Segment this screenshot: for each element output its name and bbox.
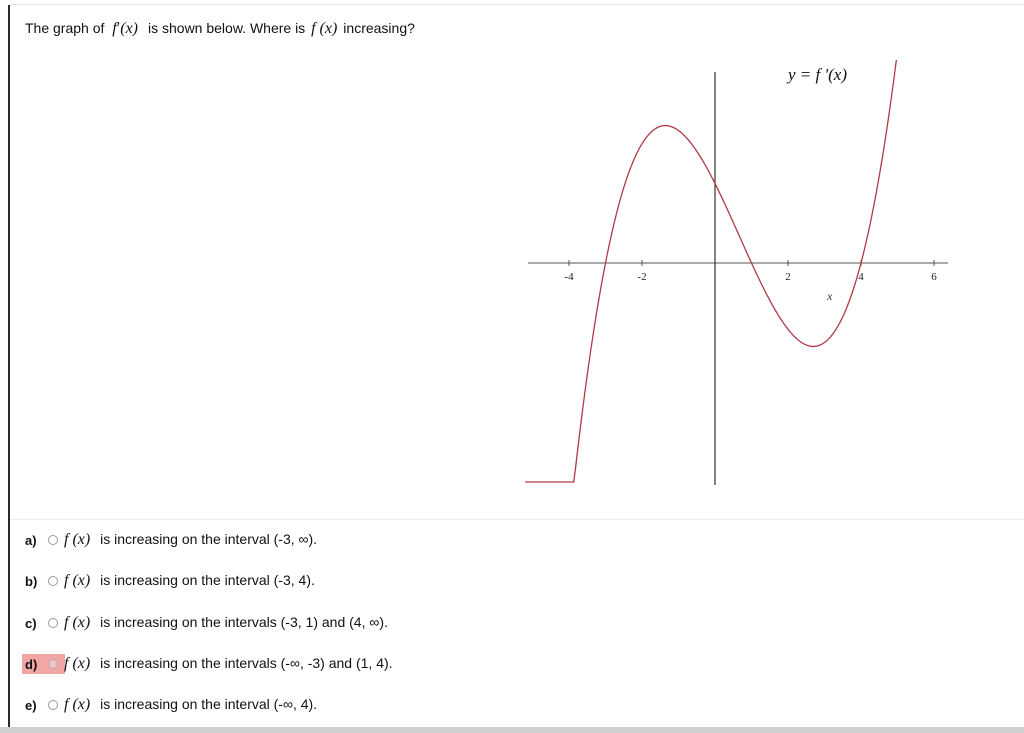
choice-a-arg: (x) xyxy=(72,531,91,548)
choice-b-label: is increasing on the interval (-3, 4). xyxy=(100,572,315,588)
choice-d-label: is increasing on the intervals (-∞, -3) and (1, 4). xyxy=(100,655,393,671)
question-f-arg: (x) xyxy=(319,20,338,37)
choice-c-label: is increasing on the intervals (-3, 1) and (4, ∞). xyxy=(100,614,388,630)
left-border xyxy=(8,5,10,728)
choice-b-letter: b) xyxy=(25,573,38,589)
choice-b-arg: (x) xyxy=(72,572,91,589)
section-divider xyxy=(10,519,1024,520)
choice-e[interactable] xyxy=(22,694,317,716)
choice-d[interactable] xyxy=(22,653,393,675)
choice-c-f: f xyxy=(64,614,69,631)
choice-d-letter: d) xyxy=(25,656,38,672)
choice-e-radio[interactable] xyxy=(48,700,58,710)
question-text xyxy=(25,18,415,39)
choice-a-label: is increasing on the interval (-3, ∞). xyxy=(100,531,318,547)
choice-d-radio[interactable] xyxy=(48,659,58,669)
choice-e-arg: (x) xyxy=(72,696,91,713)
bottom-scrollbar xyxy=(0,727,1024,733)
x-tick-label: 6 xyxy=(931,271,937,283)
question-f-name: f xyxy=(311,20,316,37)
choice-d-f: f xyxy=(64,655,69,672)
x-axis-label: x xyxy=(827,289,833,303)
question-fprime-mark: ′ xyxy=(116,20,121,37)
choice-d-arg: (x) xyxy=(72,655,91,672)
question-prefix: The graph of xyxy=(25,20,105,36)
choice-e-letter: e) xyxy=(25,697,37,713)
choice-a-letter: a) xyxy=(25,532,37,548)
choice-c-letter: c) xyxy=(25,615,37,631)
derivative-curve xyxy=(525,60,941,482)
choice-e-f: f xyxy=(64,696,69,713)
choice-a-radio[interactable] xyxy=(48,535,58,545)
x-tick-label: -2 xyxy=(637,271,647,283)
x-tick-label: -4 xyxy=(564,271,574,283)
choice-b-radio[interactable] xyxy=(48,576,58,586)
choice-c-arg: (x) xyxy=(72,614,91,631)
choice-a-f: f xyxy=(64,531,69,548)
derivative-graph xyxy=(520,60,960,490)
choice-b[interactable] xyxy=(22,570,315,592)
top-divider xyxy=(10,4,1024,5)
choice-b-f: f xyxy=(64,572,69,589)
choice-a[interactable] xyxy=(22,529,317,551)
question-suffix: increasing? xyxy=(343,20,415,36)
question-fprime-arg: (x) xyxy=(120,20,138,37)
choice-e-label: is increasing on the interval (-∞, 4). xyxy=(100,696,318,712)
choice-c[interactable] xyxy=(22,612,388,634)
choice-c-radio[interactable] xyxy=(48,618,58,628)
x-tick-label: 4 xyxy=(858,271,864,283)
question-fprime-name: f xyxy=(112,20,117,37)
x-tick-label: 2 xyxy=(785,271,791,283)
curve-label: y = f '(x) xyxy=(788,65,847,84)
question-middle: is shown below. Where is xyxy=(148,20,306,36)
